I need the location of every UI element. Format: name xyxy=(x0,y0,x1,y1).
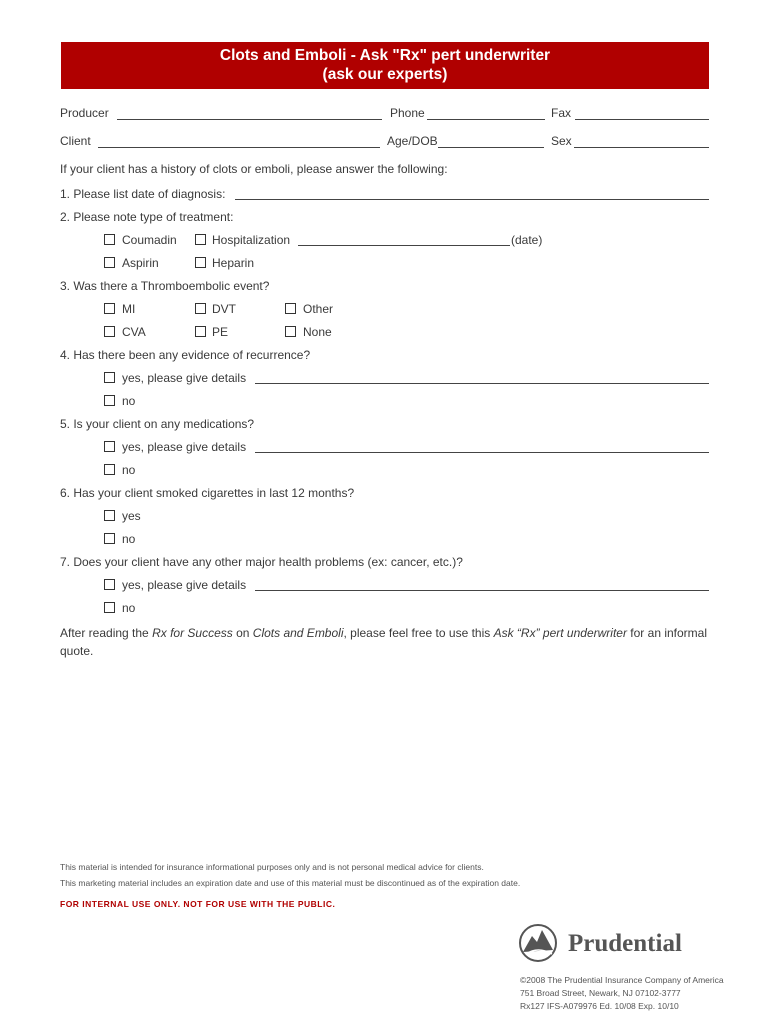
recurrence-yes-label: yes, please give details xyxy=(122,371,247,385)
question-7: 7. Does your client have any other major health problems (ex: cancer, etc.)? xyxy=(60,555,463,569)
dvt-checkbox[interactable] xyxy=(195,303,206,314)
internal-use-warning: FOR INTERNAL USE ONLY. NOT FOR USE WITH THE PUBLIC. xyxy=(60,899,336,909)
question-4: 4. Has there been any evidence of recurrence? xyxy=(60,348,311,362)
closing-paragraph xyxy=(60,624,710,660)
aspirin-checkbox[interactable] xyxy=(104,257,115,268)
cva-label: CVA xyxy=(122,325,146,339)
mi-checkbox[interactable] xyxy=(104,303,115,314)
fax-label: Fax xyxy=(551,106,572,120)
sex-label: Sex xyxy=(551,134,572,148)
producer-label: Producer xyxy=(60,106,109,120)
recurrence-no-checkbox[interactable] xyxy=(104,395,115,406)
medications-details-field[interactable] xyxy=(255,452,709,453)
phone-label: Phone xyxy=(390,106,425,120)
smoked-no-label: no xyxy=(122,532,136,546)
question-5: 5. Is your client on any medications? xyxy=(60,417,255,431)
smoked-no-checkbox[interactable] xyxy=(104,533,115,544)
question-1: 1. Please list date of diagnosis: xyxy=(60,187,226,201)
health-no-label: no xyxy=(122,601,136,615)
health-yes-label: yes, please give details xyxy=(122,578,247,592)
recurrence-no-label: no xyxy=(122,394,136,408)
age-dob-field[interactable] xyxy=(438,147,544,148)
question-2: 2. Please note type of treatment: xyxy=(60,210,234,224)
medications-yes-checkbox[interactable] xyxy=(104,441,115,452)
aspirin-label: Aspirin xyxy=(122,256,159,270)
intro-text: If your client has a history of clots or emboli, please answer the following: xyxy=(60,162,448,176)
pe-checkbox[interactable] xyxy=(195,326,206,337)
question-6: 6. Has your client smoked cigarettes in last 12 months? xyxy=(60,486,355,500)
question-3: 3. Was there a Thromboembolic event? xyxy=(60,279,270,293)
coumadin-label: Coumadin xyxy=(122,233,177,247)
health-no-checkbox[interactable] xyxy=(104,602,115,613)
form-code: Rx127 IFS-A079976 Ed. 10/08 Exp. 10/10 xyxy=(520,1001,679,1011)
none-label: None xyxy=(303,325,332,339)
diagnosis-date-field[interactable] xyxy=(235,199,709,200)
health-details-field[interactable] xyxy=(255,590,709,591)
disclaimer-1: This material is intended for insurance informational purposes only and is not personal medical advice for clients. xyxy=(60,862,484,872)
medications-no-checkbox[interactable] xyxy=(104,464,115,475)
copyright: ©2008 The Prudential Insurance Company of America xyxy=(520,975,724,985)
closing-italic-1: Rx for Success xyxy=(152,626,233,640)
title-banner xyxy=(61,42,709,89)
hospitalization-checkbox[interactable] xyxy=(195,234,206,245)
hospitalization-date-field[interactable] xyxy=(298,245,510,246)
recurrence-details-field[interactable] xyxy=(255,383,709,384)
hospitalization-label: Hospitalization xyxy=(212,233,291,247)
disclaimer-2: This marketing material includes an expiration date and use of this material must be discontinued as of the expiration date. xyxy=(60,878,521,888)
fax-field[interactable] xyxy=(575,119,709,120)
dvt-label: DVT xyxy=(212,302,236,316)
closing-text-1: After reading the xyxy=(60,626,153,640)
prudential-wordmark: Prudential xyxy=(568,930,682,957)
producer-field[interactable] xyxy=(117,119,382,120)
cva-checkbox[interactable] xyxy=(104,326,115,337)
heparin-checkbox[interactable] xyxy=(195,257,206,268)
closing-italic-2: Clots and Emboli xyxy=(252,626,344,640)
heparin-label: Heparin xyxy=(212,256,255,270)
other-checkbox[interactable] xyxy=(285,303,296,314)
medications-yes-label: yes, please give details xyxy=(122,440,247,454)
age-dob-label: Age/DOB xyxy=(387,134,438,148)
closing-text-3: , please feel free to use this xyxy=(343,626,494,640)
date-label: (date) xyxy=(511,233,543,247)
title-line-1: Clots and Emboli - Ask "Rx" pert underwriter xyxy=(219,47,551,64)
title-line-2: (ask our experts) xyxy=(322,66,448,83)
mi-label: MI xyxy=(122,302,136,316)
closing-italic-3: Ask “Rx” pert underwriter xyxy=(493,626,627,640)
coumadin-checkbox[interactable] xyxy=(104,234,115,245)
client-field[interactable] xyxy=(98,147,380,148)
smoked-yes-label: yes xyxy=(122,509,141,523)
none-checkbox[interactable] xyxy=(285,326,296,337)
other-label: Other xyxy=(303,302,334,316)
medications-no-label: no xyxy=(122,463,136,477)
client-label: Client xyxy=(60,134,91,148)
closing-text-2: on xyxy=(232,626,253,640)
recurrence-yes-checkbox[interactable] xyxy=(104,372,115,383)
sex-field[interactable] xyxy=(574,147,709,148)
pe-label: PE xyxy=(212,325,229,339)
smoked-yes-checkbox[interactable] xyxy=(104,510,115,521)
health-yes-checkbox[interactable] xyxy=(104,579,115,590)
closing-text-4: for an informal quote. xyxy=(60,626,708,658)
address: 751 Broad Street, Newark, NJ 07102-3777 xyxy=(520,988,681,998)
phone-field[interactable] xyxy=(427,119,545,120)
